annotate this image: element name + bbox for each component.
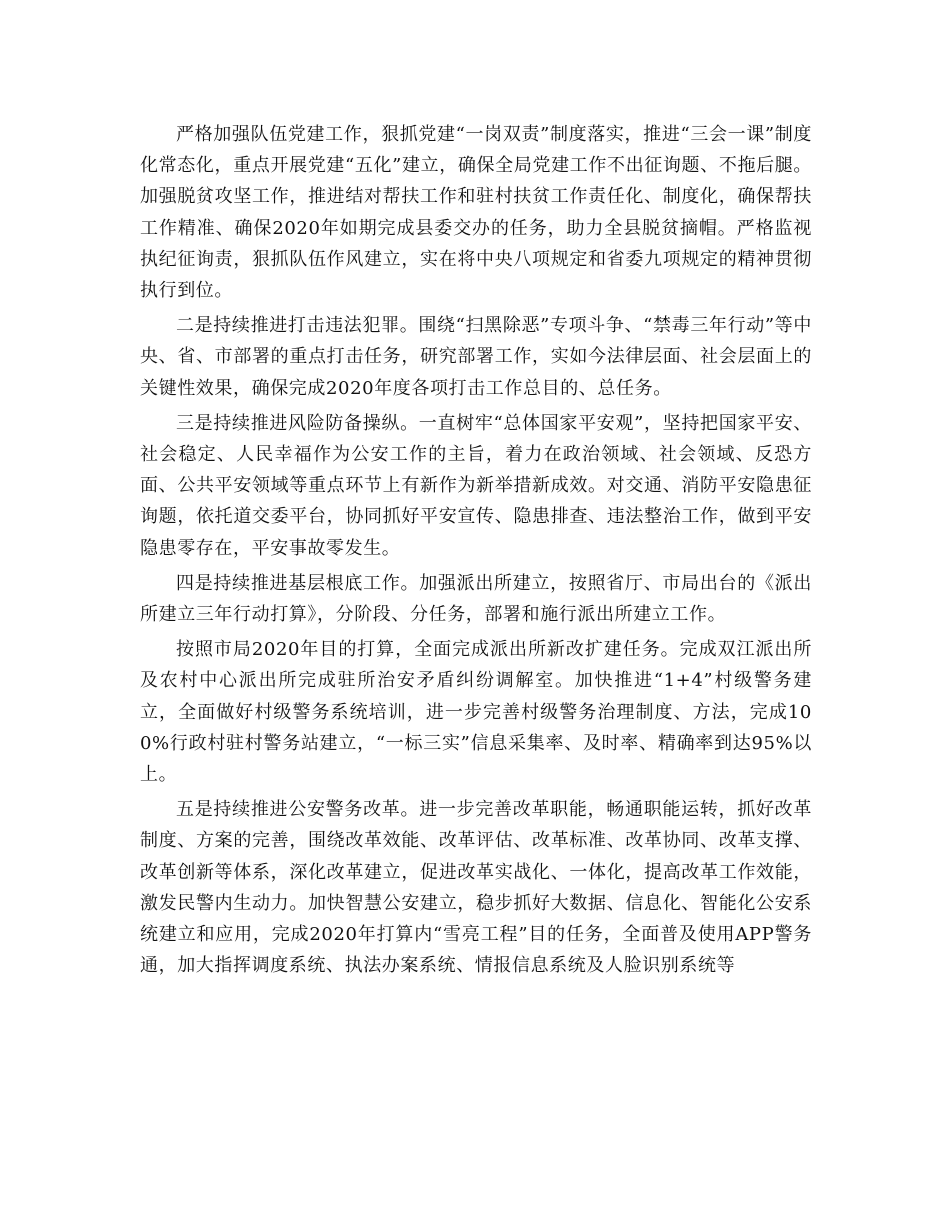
paragraph-crime-crackdown: 二是持续推进打击违法犯罪。围绕“扫黑除恶”专项斗争、“禁毒三年行动”等中央、省、市部署的重点打击任务，研究部署工作，实如今法律层面、社会层面上的关键性效果，确保完成2020年度各项打击工作总目的、总任务。	[140, 315, 812, 399]
paragraph-police-station-plan: 按照市局2020年目的打算，全面完成派出所新改扩建任务。完成双江派出所及农村中心派出所完成驻所治安矛盾纠纷调解室。加快推进“1+4”村级警务建立，全面做好村级警务系统培训，进一步完善村级警务治理制度、方法，完成100%行政村驻村警务站建立，“一标三实”信息采集率、及时率、精确率到达95%以上。	[140, 639, 812, 786]
document-body	[140, 119, 812, 981]
paragraph-police-reform: 五是持续推进公安警务改革。进一步完善改革职能，畅通职能运转，抓好改革制度、方案的完善，围绕改革效能、改革评估、改革标准、改革协同、改革支撑、改革创新等体系，深化改革建立，促进改革实战化、一体化，提高改革工作效能，激发民警内生动力。加快智慧公安建立，稳步抓好大数据、信息化、智能化公安系统建立和应用，完成2020年打算内“雪亮工程”目的任务，全面普及使用APP警务通，加大指挥调度系统、执法办案系统、情报信息系统及人脸识别系统等	[140, 799, 812, 977]
paragraph-party-building: 严格加强队伍党建工作，狠抓党建“一岗双责”制度落实，推进“三会一课”制度化常态化，重点开展党建“五化”建立，确保全局党建工作不出征询题、不拖后腿。加强脱贫攻坚工作，推进结对帮扶工作和驻村扶贫工作责任化、制度化，确保帮扶工作精准、确保2020年如期完成县委交办的任务，助力全县脱贫摘帽。严格监视执纪征询责，狠抓队伍作风建立，实在将中央八项规定和省委九项规定的精神贯彻执行到位。	[140, 124, 812, 302]
paragraph-grassroots-work: 四是持续推进基层根底工作。加强派出所建立，按照省厅、市局出台的《派出所建立三年行动打算》，分阶段、分任务，部署和施行派出所建立工作。	[140, 572, 812, 626]
paragraph-risk-prevention: 三是持续推进风险防备操纵。一直树牢“总体国家平安观”，坚持把国家平安、社会稳定、人民幸福作为公安工作的主旨，着力在政治领域、社会领域、反恐方面、公共平安领域等重点环节上有新作为新举措新成效。对交通、消防平安隐患征询题，依托道交委平台，协同抓好平安宣传、隐患排查、违法整治工作，做到平安隐患零存在，平安事故零发生。	[140, 412, 812, 559]
